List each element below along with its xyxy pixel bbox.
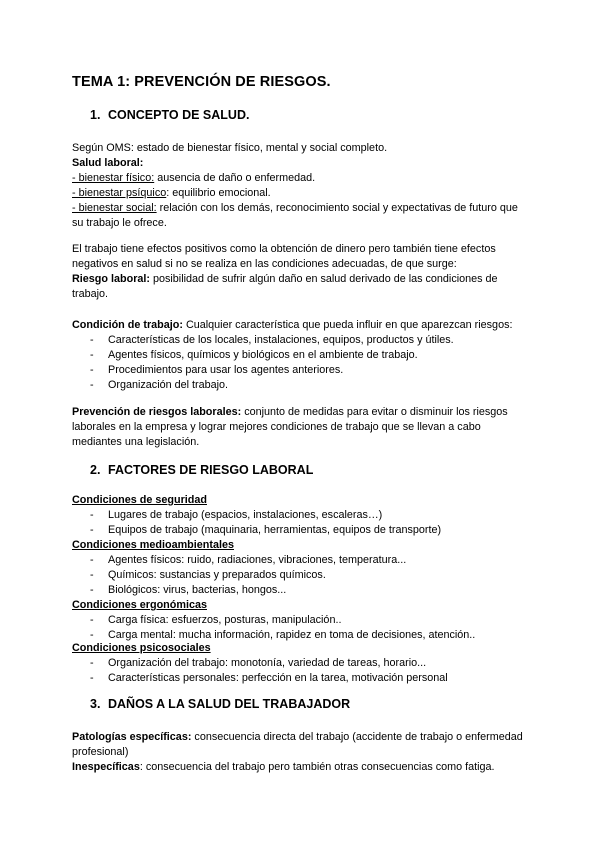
paragraph-riesgo-laboral (72, 272, 532, 302)
list-item: - Equipos de trabajo (maquinaria, herramientas, equipos de transporte) (90, 523, 530, 538)
list-item: - Procedimientos para usar los agentes anteriores. (90, 363, 530, 378)
section-title: FACTORES DE RIESGO LABORAL (108, 463, 314, 477)
paragraph-trabajo-efectos: El trabajo tiene efectos positivos como la obtención de dinero pero también tiene efectos negativos en salud si no se realiza en las condiciones adecuadas, de que surge: (72, 243, 496, 270)
group-label-medioambientales: Condiciones medioambientales (72, 539, 234, 551)
paragraph-inespecificas (72, 760, 532, 775)
list-item: - Lugares de trabajo (espacios, instalaciones, escaleras…) (90, 508, 530, 523)
section-title: DAÑOS A LA SALUD DEL TRABAJADOR (108, 697, 351, 711)
salud-laboral-label: Salud laboral: (72, 157, 144, 169)
paragraph-especificas (72, 730, 532, 760)
term: - bienestar social: (72, 202, 157, 214)
section-number: 1. (90, 108, 101, 122)
list-item: - Organización del trabajo. (90, 378, 530, 393)
definition: conjunto de medidas para evitar o disminuir los riesgos laborales en la empresa y lograr mejores condiciones de trabajo que se llevan a cabo mediantes una legislación. (72, 406, 508, 448)
section-heading-2 (90, 463, 313, 477)
term: Condición de trabajo: (72, 319, 183, 331)
bienestar-psiquico (72, 186, 532, 201)
seguridad-list (90, 508, 530, 538)
definition: posibilidad de sufrir algún daño en salud derivado de las condiciones de trabajo. (72, 273, 498, 300)
list-item: - Biológicos: virus, bacterias, hongos... (90, 583, 530, 598)
definition: consecuencia directa del trabajo (accidente de trabajo o enfermedad profesional) (72, 731, 523, 758)
term: Inespecíficas (72, 761, 140, 773)
term: Patologías específicas: (72, 731, 192, 743)
term: - bienestar psíquico (72, 187, 167, 199)
paragraph-oms: Según OMS: estado de bienestar físico, mental y social completo. (72, 142, 388, 154)
list-item: - Químicos: sustancias y preparados químicos. (90, 568, 530, 583)
group-label-ergonomicas: Condiciones ergonómicas (72, 599, 207, 611)
term: Prevención de riesgos laborales: (72, 406, 242, 418)
list-item: - Características de los locales, instalaciones, equipos, productos y útiles. (90, 333, 530, 348)
page-title: TEMA 1: PREVENCIÓN DE RIESGOS. (72, 74, 331, 90)
definition: Cualquier característica que pueda influir en que aparezcan riesgos: (182, 319, 513, 331)
paragraph-condicion-trabajo (72, 318, 542, 333)
list-item: - Organización del trabajo: monotonía, variedad de tareas, horario... (90, 656, 530, 671)
group-label-seguridad: Condiciones de seguridad (72, 494, 207, 506)
section-number: 3. (90, 697, 101, 711)
section-number: 2. (90, 463, 101, 477)
section-title: CONCEPTO DE SALUD. (108, 108, 250, 122)
bienestar-social (72, 201, 532, 231)
list-item: - Carga física: esfuerzos, posturas, manipulación.. (90, 613, 530, 628)
bienestar-fisico (72, 171, 532, 186)
section-heading-1 (90, 108, 249, 122)
list-item: - Carga mental: mucha información, rapidez en toma de decisiones, atención.. (90, 628, 530, 643)
section-heading-3 (90, 697, 350, 711)
term: Riesgo laboral: (72, 273, 150, 285)
list-item: - Características personales: perfección en la tarea, motivación personal (90, 671, 530, 686)
ergonomicas-list (90, 613, 530, 643)
psicosociales-list (90, 656, 530, 686)
definition: relación con los demás, reconocimiento social y expectativas de futuro que su trabajo le ofrece. (72, 202, 518, 229)
definition: : consecuencia del trabajo pero también otras consecuencias como fatiga. (139, 761, 495, 773)
list-item: - Agentes físicos: ruido, radiaciones, vibraciones, temperatura... (90, 553, 530, 568)
group-label-psicosociales: Condiciones psicosociales (72, 642, 211, 654)
definition: ausencia de daño o enfermedad. (154, 172, 316, 184)
definition: : equilibrio emocional. (166, 187, 271, 199)
condicion-list (90, 333, 530, 393)
paragraph-prevencion (72, 405, 532, 450)
list-item: - Agentes físicos, químicos y biológicos en el ambiente de trabajo. (90, 348, 530, 363)
term: - bienestar físico: (72, 172, 155, 184)
medioambientales-list (90, 553, 530, 598)
